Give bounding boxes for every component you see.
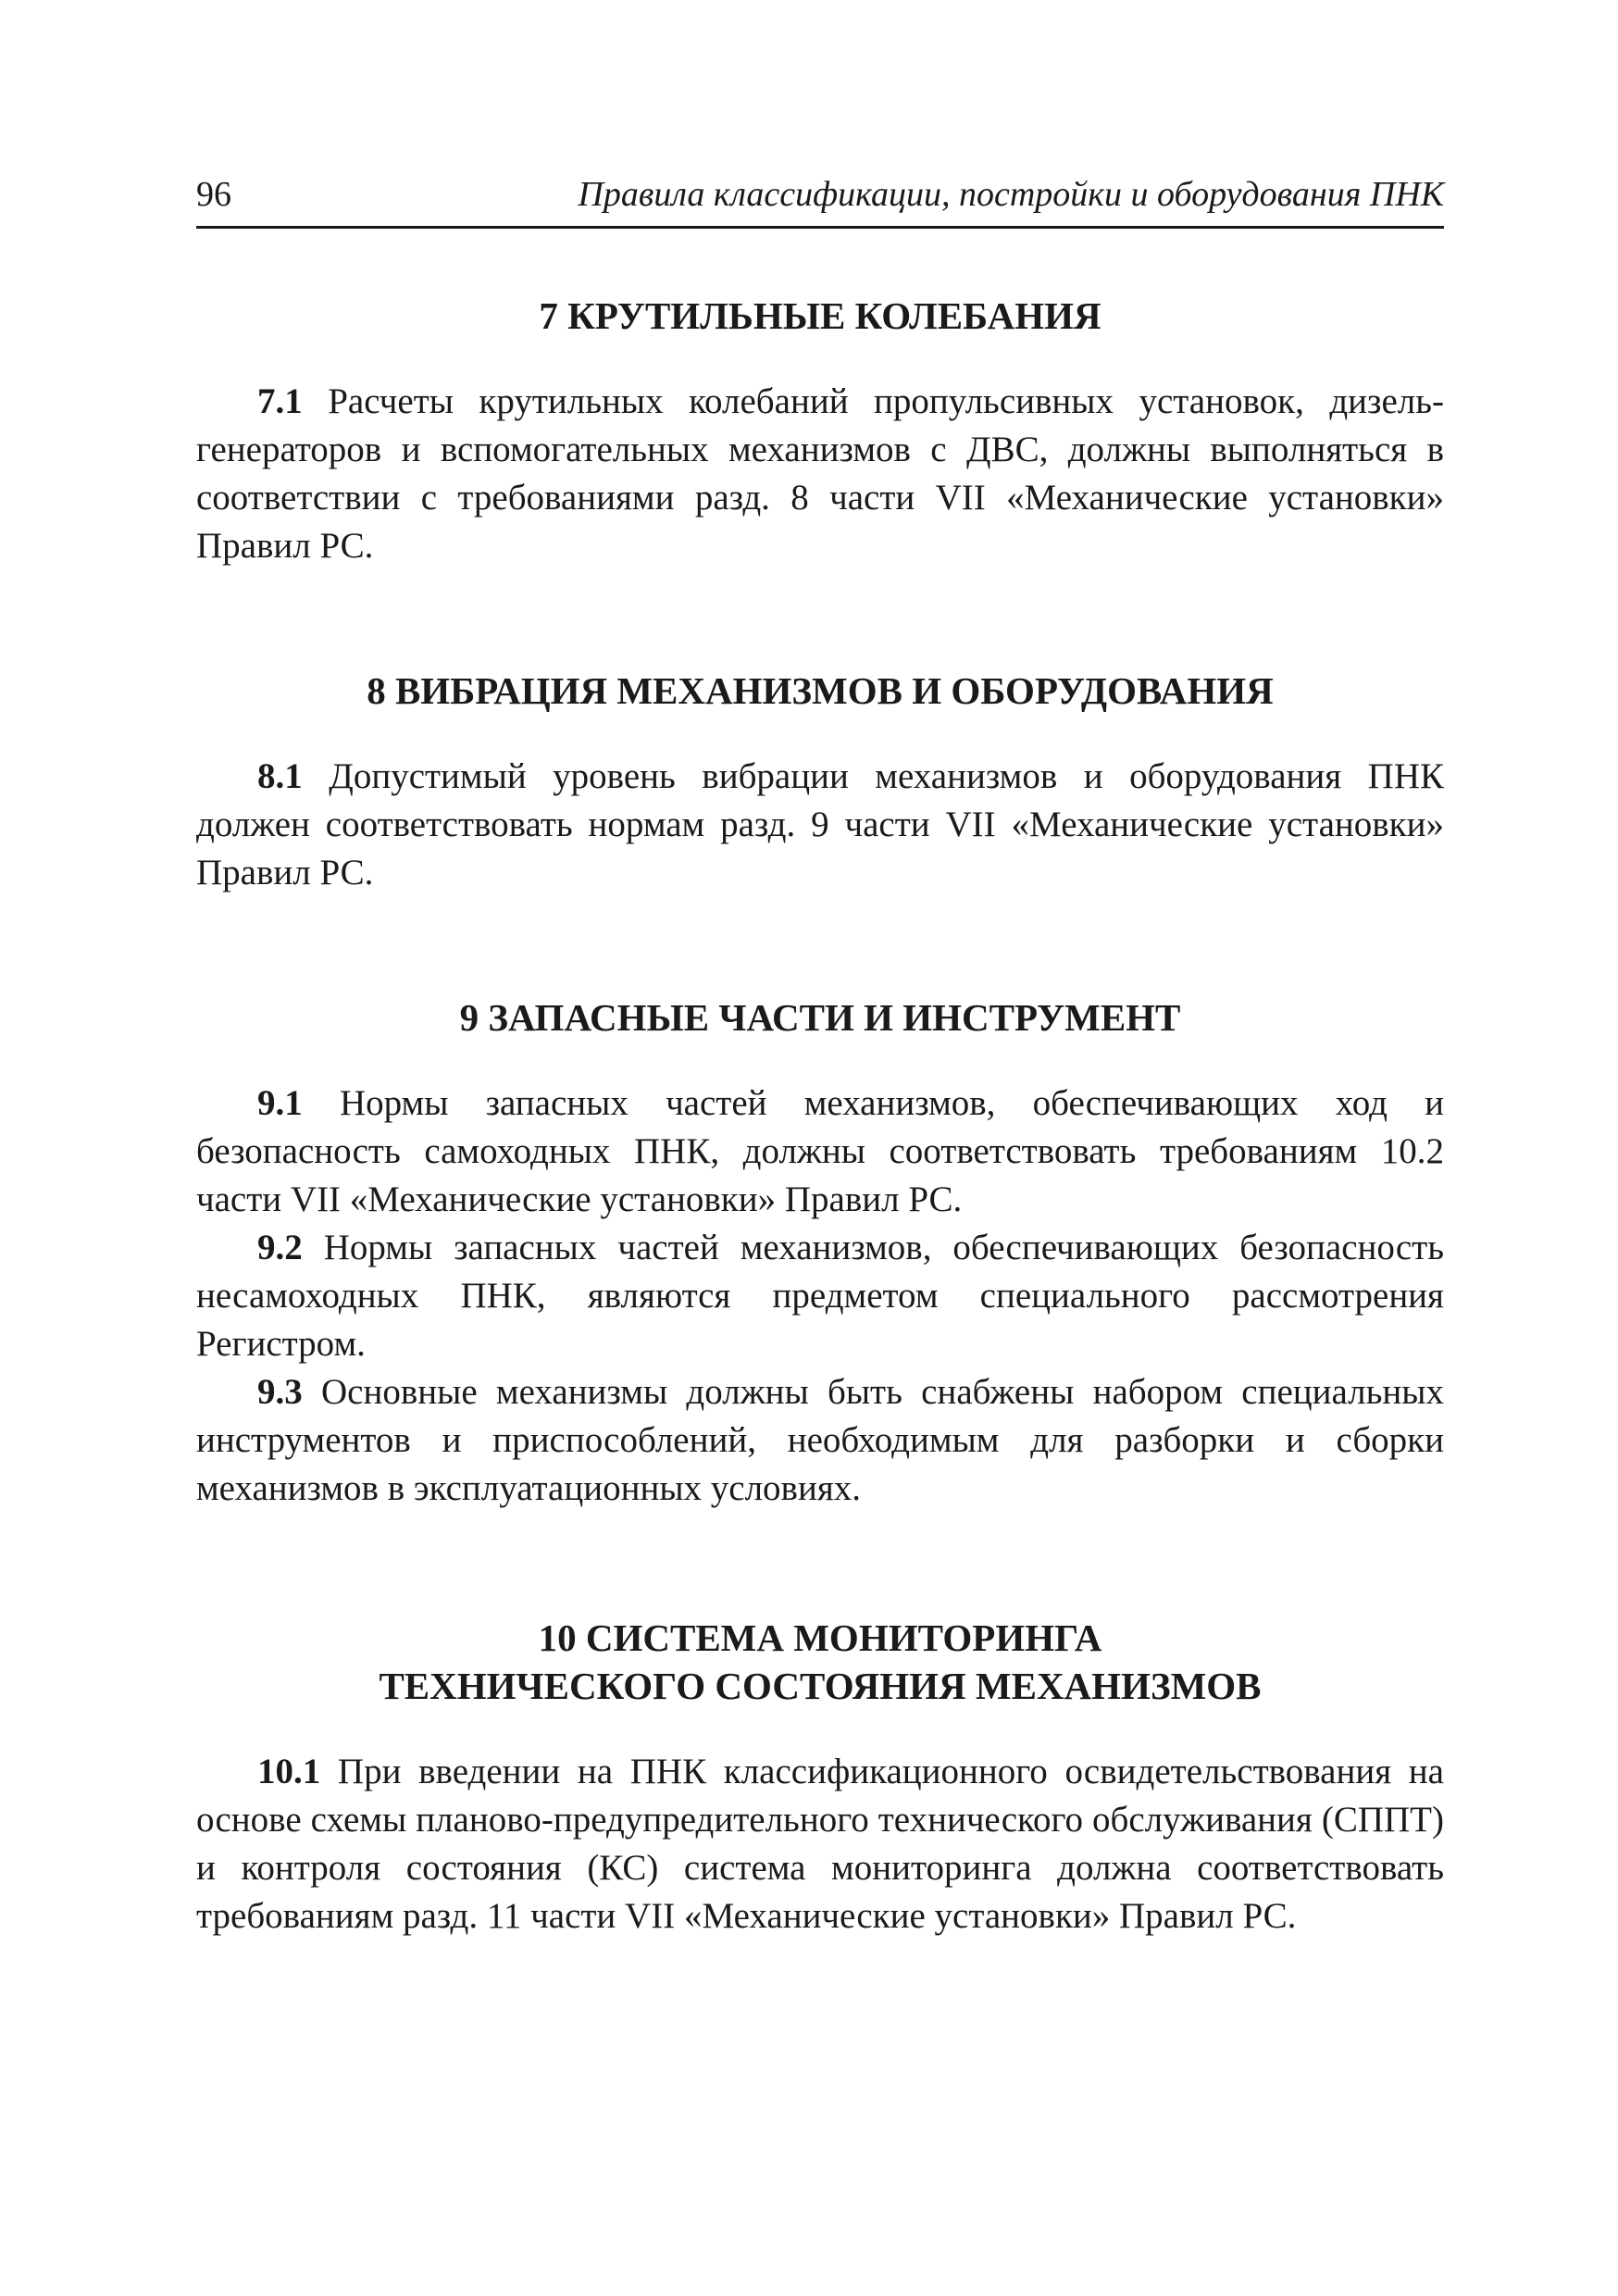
paragraph-9-1 <box>196 1079 1444 1224</box>
paragraph-9-3 <box>196 1368 1444 1513</box>
running-title: Правила классификации, постройки и оборудования ПНК <box>578 175 1444 214</box>
paragraph-9-2 <box>196 1224 1444 1368</box>
clause-number: 10.1 <box>257 1752 321 1791</box>
clause-text: Расчеты крутильных колебаний пропульсивных установок, дизель-генераторов и вспомогательных механизмов с ДВС, должны выполняться в соответствии с требованиями разд. 8 части VII «Механические установки» Правил РС. <box>196 381 1444 566</box>
clause-text: Нормы запасных частей механизмов, обеспечивающих ход и безопасность самоходных ПНК, должны соответствовать требованиям 10.2 части VII «Механические установки» Правил РС. <box>196 1083 1444 1219</box>
section-7-heading: 7 КРУТИЛЬНЫЕ КОЛЕБАНИЯ <box>539 294 1101 337</box>
clause-number: 9.1 <box>257 1083 303 1123</box>
clause-number: 9.2 <box>257 1228 303 1267</box>
paragraph-10-1 <box>196 1748 1444 1940</box>
clause-text: Нормы запасных частей механизмов, обеспечивающих безопасность несамоходных ПНК, являются предметом специального рассмотрения Регистром. <box>196 1228 1444 1364</box>
document-page <box>196 174 1444 1940</box>
section-10-heading-line2: ТЕХНИЧЕСКОГО СОСТОЯНИЯ МЕХАНИЗМОВ <box>379 1665 1262 1707</box>
clause-number: 7.1 <box>257 381 303 421</box>
clause-text: При введении на ПНК классификационного освидетельствования на основе схемы планово-предупредительного технического обслуживания (СППТ) и контроля состояния (КС) система мониторинга должна соответствовать требованиям разд. 11 части VII «Механические установки» Правил РС. <box>196 1752 1444 1936</box>
paragraph-7-1 <box>196 378 1444 570</box>
section-10-heading <box>196 1614 1444 1710</box>
section-10-heading-line1: 10 СИСТЕМА МОНИТОРИНГА <box>538 1616 1102 1659</box>
paragraph-8-1 <box>196 753 1444 897</box>
page-number: 96 <box>196 175 231 214</box>
running-header <box>196 174 1444 229</box>
clause-text: Основные механизмы должны быть снабжены набором специальных инструментов и приспособлений, необходимым для разборки и сборки механизмов в эксплуатационных условиях. <box>196 1372 1444 1508</box>
clause-text: Допустимый уровень вибрации механизмов и оборудования ПНК должен соответствовать нормам разд. 9 части VII «Механические установки» Правил РС. <box>196 756 1444 892</box>
clause-number: 8.1 <box>257 756 303 796</box>
section-8-heading: 8 ВИБРАЦИЯ МЕХАНИЗМОВ И ОБОРУДОВАНИЯ <box>367 669 1274 712</box>
clause-number: 9.3 <box>257 1372 303 1412</box>
section-9-heading: 9 ЗАПАСНЫЕ ЧАСТИ И ИНСТРУМЕНТ <box>459 996 1181 1039</box>
